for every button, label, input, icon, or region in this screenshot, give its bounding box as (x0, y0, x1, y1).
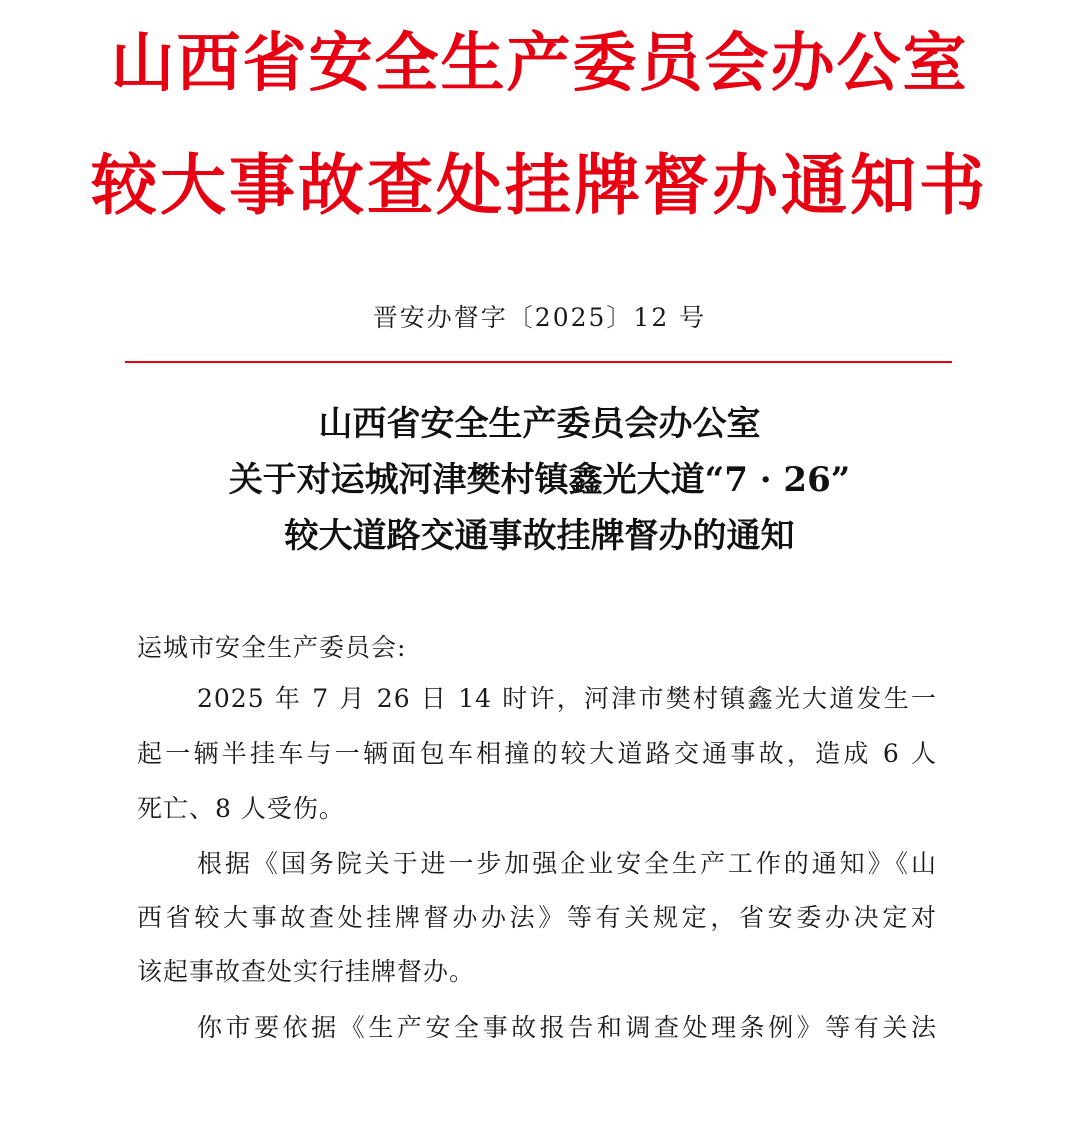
salutation: 运城市安全生产委员会: (137, 633, 407, 662)
notice-title-line-2: 关于对运城河津樊村镇鑫光大道“7 · 26” (228, 460, 851, 500)
document-number: 晋安办督字〔2025〕12 号 (372, 303, 707, 332)
paragraph-2-line-2: 西省较大事故查处挂牌督办办法》等有关规定，省安委办决定对 (137, 903, 937, 932)
notice-title-line-1: 山西省安全生产委员会办公室 (318, 404, 761, 444)
red-divider-line (125, 361, 952, 363)
paragraph-3-line-1: 你市要依据《生产安全事故报告和调查处理条例》等有关法 (197, 1013, 937, 1042)
issuer-header: 山西省安全生产委员会办公室 (110, 27, 969, 101)
notice-title-line-3: 较大道路交通事故挂牌督办的通知 (284, 516, 795, 556)
paragraph-1-line-1: 2025 年 7 月 26 日 14 时许，河津市樊村镇鑫光大道发生一 (197, 684, 937, 713)
paragraph-2-line-1: 根据《国务院关于进一步加强企业安全生产工作的通知》《山 (197, 849, 937, 878)
paragraph-1-line-2: 起一辆半挂车与一辆面包车相撞的较大道路交通事故，造成 6 人 (137, 739, 937, 768)
paragraph-2-line-3: 该起事故查处实行挂牌督办。 (137, 957, 476, 986)
document-type-header: 较大事故查处挂牌督办通知书 (91, 147, 988, 224)
paragraph-1-line-3: 死亡、8 人受伤。 (137, 794, 345, 823)
